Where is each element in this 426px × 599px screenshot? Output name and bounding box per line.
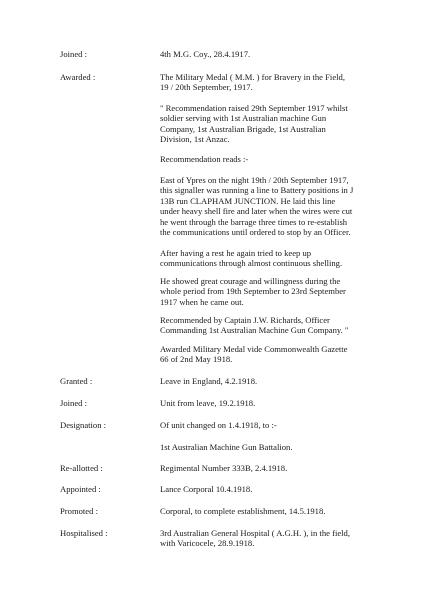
citation-line: this signaller was running a line to Battery positions in J bbox=[160, 185, 354, 196]
record-value bbox=[160, 49, 366, 59]
citation-line: " Recommendation raised 29th September 1917 whilst bbox=[160, 103, 348, 113]
citation-line: He showed great courage and willingness during the bbox=[160, 276, 341, 286]
record-value bbox=[160, 506, 366, 516]
record-value bbox=[160, 463, 366, 473]
record-line: 1st Australian Machine Gun Battalion. bbox=[160, 442, 293, 452]
citation-line: the communications until ordered to stop by an Officer. bbox=[160, 227, 351, 238]
citation-paragraph bbox=[160, 344, 366, 365]
citation-paragraph bbox=[160, 175, 366, 237]
record-line: Unit from leave, 19.2.1918. bbox=[160, 398, 256, 408]
record-label: Appointed : bbox=[60, 484, 101, 494]
record-label: Promoted : bbox=[60, 506, 98, 516]
citation-line: soldier serving with 1st Australian machine Gun bbox=[160, 113, 327, 124]
record-line: Leave in England, 4.2.1918. bbox=[160, 376, 258, 386]
record-line: The Military Medal ( M.M. ) for Bravery in the Field, bbox=[160, 72, 345, 82]
citation-line: After having a rest he again tried to keep up bbox=[160, 248, 312, 258]
citation-line: Company, 1st Australian Brigade, 1st Australian bbox=[160, 123, 326, 134]
citation-line: Recommendation reads :- bbox=[160, 154, 249, 164]
record-line: 19 / 20th September, 1917. bbox=[160, 82, 253, 93]
record-line: Lance Corporal 10.4.1918. bbox=[160, 484, 253, 494]
record-line: with Varicocele, 28.9.1918. bbox=[160, 538, 255, 549]
record-line: Regimental Number 333B, 2.4.1918. bbox=[160, 463, 288, 473]
citation-paragraph bbox=[160, 154, 366, 164]
record-line: Of unit changed on 1.4.1918, to :- bbox=[160, 420, 277, 430]
citation-line: Awarded Military Medal vide Commonwealth Gazette bbox=[160, 344, 348, 354]
citation-line: Recommended by Captain J.W. Richards, Officer bbox=[160, 315, 330, 325]
citation-paragraph bbox=[160, 103, 366, 145]
record-label: Joined : bbox=[60, 398, 87, 408]
record-line: 3rd Australian General Hospital ( A.G.H. ), in the field, bbox=[160, 528, 350, 538]
record-value bbox=[160, 420, 366, 430]
citation-line: whole period from 19th September to 23rd September bbox=[160, 286, 346, 297]
citation-line: under heavy shell fire and later when the wires were cut bbox=[160, 206, 353, 217]
citation-line: 1917 when he came out. bbox=[160, 296, 244, 307]
record-label: Designation : bbox=[60, 420, 107, 430]
record-label: Re-allotted : bbox=[60, 463, 103, 473]
record-line: 4th M.G. Coy., 28.4.1917. bbox=[160, 49, 251, 59]
record-label: Joined : bbox=[60, 49, 87, 59]
record-label: Granted : bbox=[60, 376, 93, 386]
citation-paragraph bbox=[160, 248, 366, 269]
record-value bbox=[160, 528, 366, 549]
record-value bbox=[160, 398, 366, 408]
record-label: Hospitalised : bbox=[60, 528, 108, 538]
record-value bbox=[160, 376, 366, 386]
record-label: Awarded : bbox=[60, 72, 96, 82]
citation-line: communications through almost continuous shelling. bbox=[160, 258, 343, 269]
record-value bbox=[160, 484, 366, 494]
record-line: Corporal, to complete establishment, 14.5.1918. bbox=[160, 506, 326, 516]
citation-line: he went through the barrage three times to re-establish bbox=[160, 216, 348, 227]
citation-line: East of Ypres on the night 19th / 20th September 1917, bbox=[160, 175, 349, 185]
citation-line: Commanding 1st Australian Machine Gun Company. " bbox=[160, 325, 349, 336]
citation-line: Division, 1st Anzac. bbox=[160, 134, 230, 145]
citation-paragraph bbox=[160, 315, 366, 336]
citation-paragraph bbox=[160, 276, 366, 307]
record-value bbox=[160, 442, 366, 452]
citation-line: 13B run CLAPHAM JUNCTION. He laid this line bbox=[160, 195, 336, 206]
record-value bbox=[160, 72, 366, 93]
citation-line: 66 of 2nd May 1918. bbox=[160, 354, 233, 365]
